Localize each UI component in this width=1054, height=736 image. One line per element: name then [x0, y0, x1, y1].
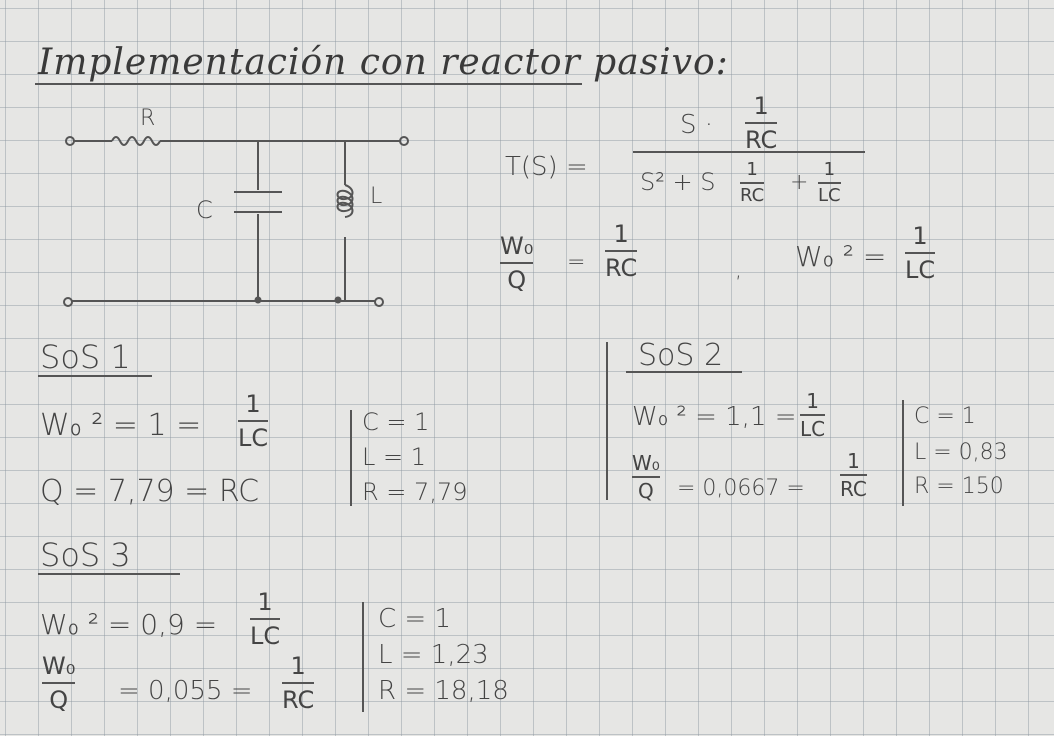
sos1-c-value: C = 1: [362, 408, 430, 436]
transfer-den-frac1: 1 RC: [740, 159, 765, 206]
relations-rhs1: 1 RC: [605, 220, 638, 282]
sos2-c-value: C = 1: [914, 404, 976, 429]
sos1-line2: Q = 7,79 = RC: [40, 474, 260, 509]
relations-rhs2: 1 LC: [905, 222, 936, 284]
sos3-line2-frac: W₀ Q: [42, 652, 76, 714]
sos3-line2-rfrac: 1 RC: [282, 652, 315, 714]
sos1-r-value: R = 7,79: [362, 478, 468, 506]
sos2-line1: W₀ ² = 1,1 =: [632, 402, 797, 432]
transfer-den-frac2: 1 LC: [818, 159, 841, 206]
sos3-heading: SoS 3: [40, 536, 131, 574]
sos2-heading: SoS 2: [638, 338, 724, 373]
relations-eq1: =: [567, 250, 586, 275]
inductor-label: L: [370, 184, 383, 209]
relations-comma: ,: [735, 258, 742, 283]
sos1-bracket: [344, 410, 352, 506]
transfer-lhs: T(S) =: [505, 152, 588, 182]
transfer-den-s2: S² + S: [640, 168, 716, 196]
sos3-l-value: L = 1,23: [378, 640, 489, 670]
sos2-bracket: [896, 400, 904, 506]
sos3-line1-frac: 1 LC: [250, 588, 281, 650]
relations-w0-squared: W₀ ² =: [795, 240, 887, 273]
page-title: Implementación con reactor pasivo:: [38, 42, 729, 83]
sos2-line1-frac: 1 LC: [800, 389, 826, 441]
sos1-line1: W₀ ² = 1 =: [40, 408, 202, 443]
sos1-l-value: L = 1: [362, 443, 427, 471]
sos3-c-value: C = 1: [378, 604, 452, 634]
sos2-l-value: L = 0,83: [914, 440, 1008, 465]
sos1-line1-frac: 1 LC: [238, 390, 269, 452]
transfer-num-frac: 1 RC: [745, 92, 778, 154]
sos2-line2-frac: W₀ Q: [632, 451, 660, 503]
sos2-line2-rfrac: 1 RC: [840, 449, 867, 501]
w0-over-q: W₀ Q: [500, 232, 534, 294]
resistor-label: R: [140, 106, 156, 131]
sos2-line2-mid: = 0,0667 =: [677, 476, 805, 501]
sos2-r-value: R = 150: [914, 474, 1004, 499]
capacitor-label: C: [196, 196, 213, 224]
transfer-numerator-s: S ·: [680, 110, 714, 140]
sos3-line2-mid: = 0,055 =: [118, 676, 253, 706]
sos3-line1: W₀ ² = 0,9 =: [40, 608, 218, 641]
sos1-heading: SoS 1: [40, 338, 131, 376]
sos3-r-value: R = 18,18: [378, 676, 509, 706]
sos3-bracket: [356, 602, 364, 712]
transfer-den-plus: +: [790, 170, 809, 195]
